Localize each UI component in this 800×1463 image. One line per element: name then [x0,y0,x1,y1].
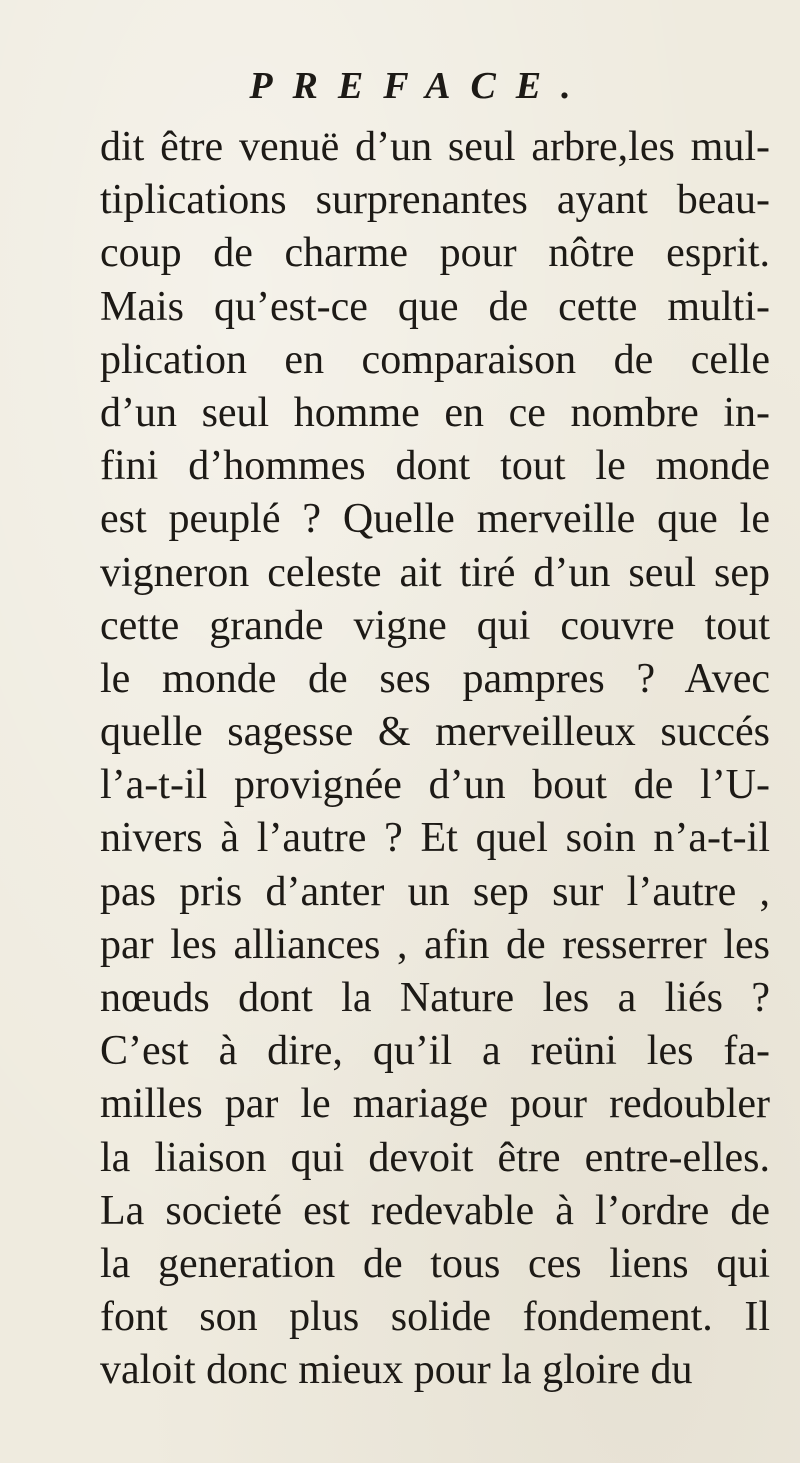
text-line: pas pris d’anter un sep sur l’autre , [100,868,770,915]
text-line: milles par le mariage pour redoubler [100,1081,770,1128]
body-text [100,121,770,1398]
text-line: est peuplé ? Quelle merveille que le [100,496,770,543]
text-line: nivers à l’autre ? Et quel soin n’a-t-il [100,815,770,862]
text-line: cette grande vigne qui couvre tout [100,602,770,649]
text-line: tiplications surprenantes ayant beau- [100,177,770,224]
text-line: l’a-t-il provignée d’un bout de l’U- [100,762,770,809]
text-line: Mais qu’est-ce que de cette multi- [100,283,770,330]
text-line: fini d’hommes dont tout le monde [100,443,770,490]
text-line: par les alliances , afin de resserrer les [100,921,770,968]
text-line: coup de charme pour nôtre esprit. [100,230,770,277]
text-line: la generation de tous ces liens qui [100,1240,770,1287]
text-line: valoit donc mieux pour la gloire du [100,1347,693,1394]
running-header: PREFACE. [249,65,591,107]
text-line: quelle sagesse & merveilleux succés [100,709,770,756]
text-line: nœuds dont la Nature les a liés ? [100,975,770,1021]
text-line: la liaison qui devoit être entre-elles. [100,1134,770,1181]
text-line: C’est à dire, qu’il a reüni les fa- [100,1028,770,1075]
text-line: font son plus solide fondement. Il [100,1294,770,1341]
text-line: d’un seul homme en ce nombre in- [100,389,770,436]
text-line: vigneron celeste ait tiré d’un seul sep [100,549,770,596]
text-line: La societé est redevable à l’ordre de [100,1187,770,1234]
text-line: le monde de ses pampres ? Avec [100,655,770,702]
text-line: dit être venuë d’un seul arbre,les mul- [100,124,770,170]
text-line: plication en comparaison de celle [100,336,770,383]
